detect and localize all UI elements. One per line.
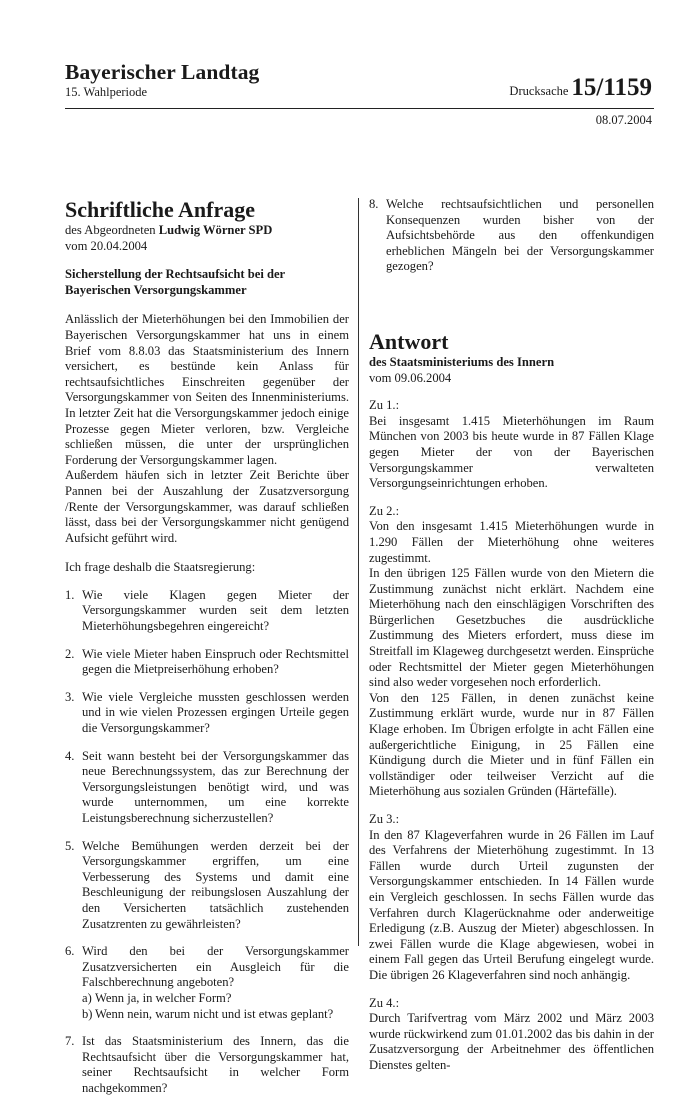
answer-2-paragraph-1: Von den insgesamt 1.415 Mieterhöhungen wurde in 1.290 Fällen der Mieterhöhung ohne weiteres zugestimmt.: [369, 519, 654, 565]
subitem-letter: a): [82, 990, 92, 1005]
anfrage-author: [65, 223, 349, 239]
question-list-continued: [369, 197, 654, 275]
answer-4-text: Durch Tarifvertrag vom März 2002 und März 2003 wurde rückwirkend zum 01.01.2002 das bis dahin in der Zusatzversorgung der Arbeitnehmer des öffentlichen Dienstes gelten-: [369, 1011, 654, 1072]
answer-1-text: Bei insgesamt 1.415 Mieterhöhungen im Raum München von 2003 bis heute wurde in 87 Fällen Klage gegen Mieter der von der Bayerischen Versorgungskammer verwalteten Versorgungseinrichtungen erhoben.: [369, 413, 654, 491]
anfrage-subject: Sicherstellung der Rechtsaufsicht bei der Bayerischen Versorgungskammer: [65, 267, 285, 297]
answer-2-paragraph-2: In den übrigen 125 Fällen wurde von den Mietern die Zustimmung zunächst nicht erklärt. Nachdem eine Mieterhöhung nach den einschlägigen Vorschriften des Bürgerlichen Gesetzbuches die ausdrückliche Zustimmung des Mieters erfordert, muss diese im Streitfall im Klageweg durchgesetzt werden. Einsprüche oder Rechtsmittel der Mieter gegen Mieterhöhungen sind also weder vorgesehen noch erforderlich.: [369, 566, 654, 690]
question-number: 5.: [65, 838, 75, 853]
document-number: [509, 74, 652, 102]
question-number: 4.: [65, 748, 75, 763]
intro-paragraph-2: Außerdem häufen sich in letzter Zeit Berichte über Pannen bei der Auszahlung der Zusatzversorgung /Rente der Versorgungskammer, was darauf schließen lässt, dass bei der Versorgungskammer nicht genügend Aufsicht geführt wird.: [65, 468, 349, 545]
question-number: 1.: [65, 587, 75, 602]
antwort-author: des Staatsministeriums des Innern: [369, 354, 555, 369]
antwort-title: Antwort: [369, 328, 449, 354]
institution-name: Bayerischer Landtag: [65, 60, 260, 84]
intro-paragraph-1: Anlässlich der Mieterhöhungen bei den Immobilien der Bayerischen Versorgungskammer hat uns in einem Brief vom 8.8.03 das Staatsministerium des Innern versichert, es bestünde kein Anlass für rechtsaufsichtliches Einschreiten gegenüber der Versorgungskammer von Seiten des Innenministeriums. In letzter Zeit hat die Versorgungskammer jedoch einige Prozesse gegen Mieter verloren, bzw. Vergleiche schließen müssen, die unter der ursprünglichen Forderung der Versorgungskammer lagen.: [65, 312, 349, 467]
question-number: 3.: [65, 689, 75, 704]
question-item: [65, 944, 349, 1022]
question-text: Wird den bei der Versorgungskammer Zusatzversicherten ein Ausgleich für die Falschberechnung angeboten?: [82, 944, 349, 990]
answer-3-label: Zu 3.:: [369, 812, 400, 826]
question-text: Wie viele Mieter haben Einspruch oder Rechtsmittel gegen die Mietpreiserhöhung erhoben?: [82, 646, 349, 677]
legislative-period: 15. Wahlperiode: [65, 85, 148, 99]
question-item: [369, 197, 654, 275]
question-number: 2.: [65, 646, 75, 661]
left-column: [65, 197, 349, 1097]
answer-2-label: Zu 2.:: [369, 503, 400, 518]
header-rule: [65, 108, 654, 109]
answer-3-text: In den 87 Klageverfahren wurde in 26 Fällen im Lauf des Verfahrens der Mieterhöhung zugestimmt. In 13 Fällen wurde durch Urteil zugunsten der Versorgungskammer entschieden. In 14 Fällen wurde ein Vergleich geschlossen. In sechs Fällen wurde das Verfahren durch Klagerücknahme oder anderweitige Erledigung (z.B. Auszug der Mieter) abgeschlossen. In zwei Fällen wurde die Klage abgewiesen, wobei in einem Fall gegen das Urteil Berufung eingelegt wurde. Die übrigen 26 Klageverfahren sind noch anhängig.: [369, 827, 654, 982]
ask-line: Ich frage deshalb die Staatsregierung:: [65, 560, 256, 575]
question-subitem-b: [82, 1007, 349, 1023]
author-prefix: des Abgeordneten: [65, 223, 159, 237]
document-number-value: 15/1159: [571, 74, 652, 101]
subitem-text: Wenn nein, warum nicht und ist etwas geplant?: [95, 1006, 334, 1021]
question-number: 6.: [65, 944, 75, 959]
author-name: Ludwig Wörner SPD: [158, 223, 273, 237]
question-text: Ist das Staatsministerium des Innern, das die Rechtsaufsicht über die Versorgungskammer hat, seiner Rechtsaufsicht in welcher Form nachgekommen?: [82, 1034, 349, 1095]
question-number: 8.: [369, 197, 379, 211]
column-divider: [358, 198, 359, 946]
question-item: [65, 1034, 349, 1096]
answer-4-label: Zu 4.:: [369, 995, 400, 1010]
document-number-label: Drucksache: [509, 84, 569, 98]
question-text: Seit wann besteht bei der Versorgungskammer das neue Berechnungssystem, das zur Berechnung der Versorgungsleistungen benötigt wird, und was wurde unternommen, um eine korrekte Leistungsberechnung sicherzustellen?: [82, 748, 349, 825]
document-date: 08.07.2004: [595, 113, 652, 127]
answer-1-label: Zu 1.:: [369, 398, 400, 413]
question-item: [65, 588, 349, 635]
question-item: [65, 647, 349, 678]
question-text: Wie viele Klagen gegen Mieter der Versorgungskammer wurden seit dem letzten Mieterhöhungsbegehren eingereicht?: [82, 587, 349, 634]
question-item: [65, 690, 349, 737]
anfrage-title: Schriftliche Anfrage: [65, 197, 256, 222]
question-text: Welche rechtsaufsichtlichen und personellen Konsequenzen wurden bisher von der Aufsichtsbehörde aus den offenkundigen erheblichen Mängeln bei der Versorgungskammer gezogen?: [386, 197, 654, 274]
question-subitem-a: [82, 991, 349, 1007]
question-text: Welche Bemühungen werden derzeit bei der Versorgungskammer ergriffen, um eine Verbesserung des Systems und damit eine Beschleunigung der reibungslosen Auszahlung der den Versicherten tatsächlich zustehenden Zusatzrenten zu gewährleisten?: [82, 838, 349, 931]
subitem-text: Wenn ja, in welcher Form?: [95, 990, 232, 1005]
antwort-date: vom 09.06.2004: [369, 370, 452, 385]
question-item: [65, 839, 349, 933]
question-list: [65, 588, 349, 1097]
anfrage-date: vom 20.04.2004: [65, 238, 148, 253]
right-column: [369, 197, 654, 1074]
question-number: 7.: [65, 1034, 75, 1049]
question-text: Wie viele Vergleiche mussten geschlossen werden und in wie vielen Prozessen ergingen Urteile gegen die Versorgungskammer?: [82, 689, 349, 736]
subitem-letter: b): [82, 1006, 93, 1021]
question-item: [65, 749, 349, 827]
answer-2-paragraph-3: Von den 125 Fällen, in denen zunächst keine Zustimmung erklärt wurde, wurde nur in 87 Fällen Klage erhoben. Im Übrigen erfolgte in acht Fällen eine außergerichtliche Einigung, in 25 Fällen eine Kündigung durch die Mieter und in fünf Fällen ein vollständiger oder teilweiser Verzicht auf die Mieterhöhung aus sozialen Gründen (Härtefälle).: [369, 690, 654, 799]
